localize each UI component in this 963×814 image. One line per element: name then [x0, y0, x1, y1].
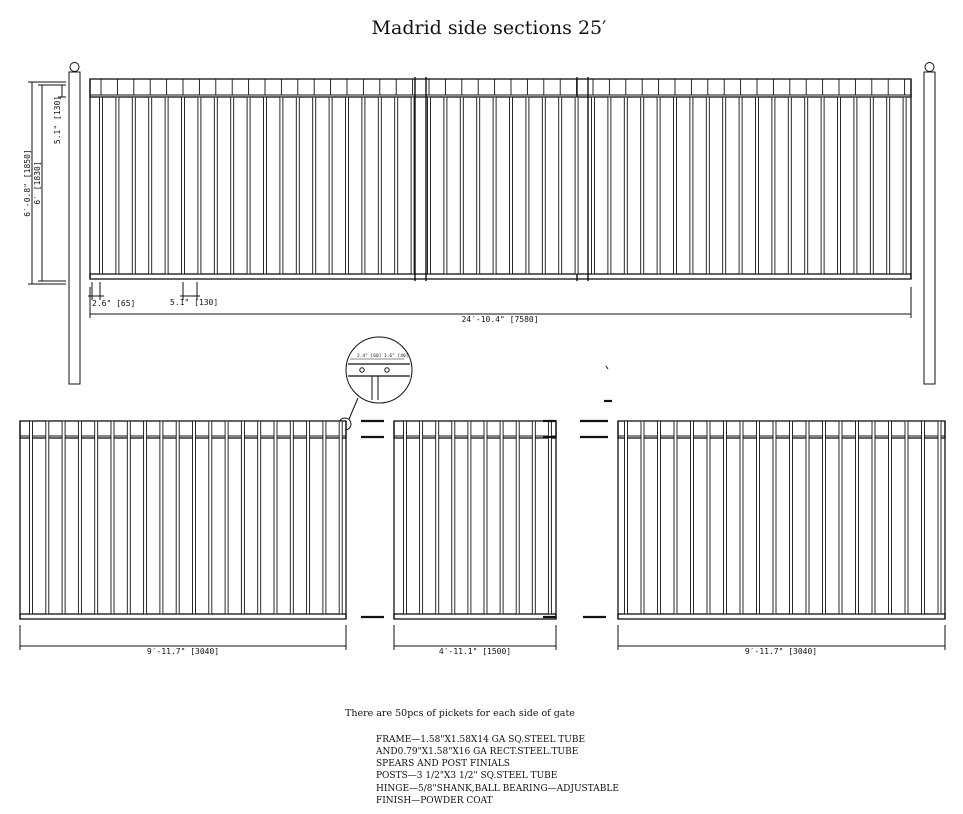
picket	[706, 97, 709, 274]
picket	[307, 421, 310, 614]
picket	[641, 421, 644, 614]
picket	[362, 97, 365, 274]
picket	[214, 97, 217, 274]
picket	[723, 97, 726, 274]
picket	[280, 97, 283, 274]
right-post	[924, 63, 935, 385]
left-section	[20, 421, 346, 619]
picket	[100, 97, 103, 274]
picket	[241, 421, 244, 614]
picket	[420, 421, 423, 614]
spec-list	[375, 735, 619, 806]
picket	[247, 97, 250, 274]
picket	[608, 97, 611, 274]
picket	[542, 97, 545, 274]
picket	[274, 421, 277, 614]
picket	[903, 97, 906, 274]
picket	[395, 97, 398, 274]
hinge-detail-callout	[339, 337, 412, 430]
picket	[922, 421, 925, 614]
dim-height-total: 6′-0.8" [1850]	[23, 149, 32, 217]
picket	[872, 421, 875, 614]
spec-line: FRAME—1.58"X1.58X14 GA SQ.STEEL TUBE	[376, 735, 586, 745]
middle-section	[394, 421, 556, 619]
dim-top-gap: 5.1" [130]	[53, 95, 62, 145]
picket	[290, 421, 293, 614]
dim-right-section-width: 9′-11.7" [3040]	[744, 647, 818, 656]
picket	[111, 421, 114, 614]
picket	[870, 97, 873, 274]
picket	[198, 97, 201, 274]
picket	[323, 421, 326, 614]
picket	[296, 97, 299, 274]
picket	[30, 421, 33, 614]
dim-middle-section-width: 4′-11.1" [1500]	[438, 647, 512, 656]
picket	[46, 421, 49, 614]
picket	[264, 97, 267, 274]
picket	[500, 421, 503, 614]
picket	[493, 97, 496, 274]
left-post	[69, 63, 80, 385]
picket	[790, 421, 793, 614]
picket	[575, 97, 578, 274]
picket	[484, 421, 487, 614]
dim-overall-width: 24′-10.4" [7580]	[461, 315, 539, 324]
top-frame	[90, 77, 911, 281]
picket	[821, 97, 824, 274]
picket	[516, 421, 519, 614]
picket	[160, 421, 163, 614]
picket	[740, 421, 743, 614]
picket-count-note: There are 50pcs of pickets for each side of gate	[345, 708, 575, 719]
dim-picket-spacing: 5.1" [130]	[170, 298, 219, 307]
picket	[625, 421, 628, 614]
picket	[132, 97, 135, 274]
picket	[658, 421, 661, 614]
picket	[823, 421, 826, 614]
picket	[329, 97, 332, 274]
picket	[116, 97, 119, 274]
left-section-pickets	[30, 421, 343, 614]
dim-bottom-gap: 2.6" [65]	[92, 299, 136, 308]
picket	[756, 97, 759, 274]
picket	[657, 97, 660, 274]
picket	[690, 97, 693, 274]
top-elevation	[23, 63, 935, 385]
picket	[339, 421, 342, 614]
picket	[838, 97, 841, 274]
picket	[444, 97, 447, 274]
picket	[346, 97, 349, 274]
picket	[592, 97, 595, 274]
picket	[856, 421, 859, 614]
picket	[258, 421, 261, 614]
spec-line: SPEARS AND POST FINIALS	[376, 759, 510, 769]
picket	[428, 97, 431, 274]
picket	[889, 421, 892, 614]
picket	[674, 97, 677, 274]
spec-line: POSTS—3 1/2"X3 1/2" SQ.STEEL TUBE	[376, 771, 558, 781]
spec-line: HINGE—5/8"SHANK,BALL BEARING—ADJUSTABLE	[376, 784, 619, 794]
picket	[404, 421, 407, 614]
picket	[452, 421, 455, 614]
detail-label-b: 1.6" [40]	[384, 354, 409, 359]
middle-section-pickets	[404, 421, 552, 614]
picket	[165, 97, 168, 274]
picket	[887, 97, 890, 274]
picket	[182, 97, 185, 274]
picket	[559, 97, 562, 274]
picket	[724, 421, 727, 614]
picket	[532, 421, 535, 614]
spec-line: AND0.79"X1.58"X16 GA RECT.STEEL.TUBE	[376, 747, 579, 757]
picket	[641, 97, 644, 274]
picket	[510, 97, 513, 274]
picket	[773, 421, 776, 614]
dim-height-panel: 6′ [1830]	[33, 161, 42, 205]
picket	[231, 97, 234, 274]
picket	[468, 421, 471, 614]
picket	[674, 421, 677, 614]
picket	[144, 421, 147, 614]
dim-left-section-width: 9′-11.7" [3040]	[146, 647, 220, 656]
picket	[460, 97, 463, 274]
picket	[526, 97, 529, 274]
picket	[806, 421, 809, 614]
picket	[378, 97, 381, 274]
picket	[854, 97, 857, 274]
picket	[477, 97, 480, 274]
right-section	[618, 421, 945, 619]
picket	[757, 421, 760, 614]
picket	[436, 421, 439, 614]
picket	[313, 97, 316, 274]
picket	[95, 421, 98, 614]
picket	[225, 421, 228, 614]
picket	[772, 97, 775, 274]
picket	[788, 97, 791, 274]
picket	[176, 421, 179, 614]
drawing-title: Madrid side sections 25′	[371, 17, 607, 39]
picket	[707, 421, 710, 614]
detail-label-a: 2.4" [60]	[357, 354, 382, 359]
picket	[739, 97, 742, 274]
picket	[411, 97, 414, 274]
picket	[905, 421, 908, 614]
picket	[805, 97, 808, 274]
picket	[548, 421, 551, 614]
picket	[938, 421, 941, 614]
picket	[839, 421, 842, 614]
picket	[78, 421, 81, 614]
picket	[127, 421, 130, 614]
picket	[691, 421, 694, 614]
right-section-pickets	[625, 421, 942, 614]
picket	[624, 97, 627, 274]
picket	[209, 421, 212, 614]
spec-line: FINISH—POWDER COAT	[376, 796, 493, 806]
top-pickets	[100, 79, 907, 274]
picket	[149, 97, 152, 274]
picket	[62, 421, 65, 614]
picket	[193, 421, 196, 614]
